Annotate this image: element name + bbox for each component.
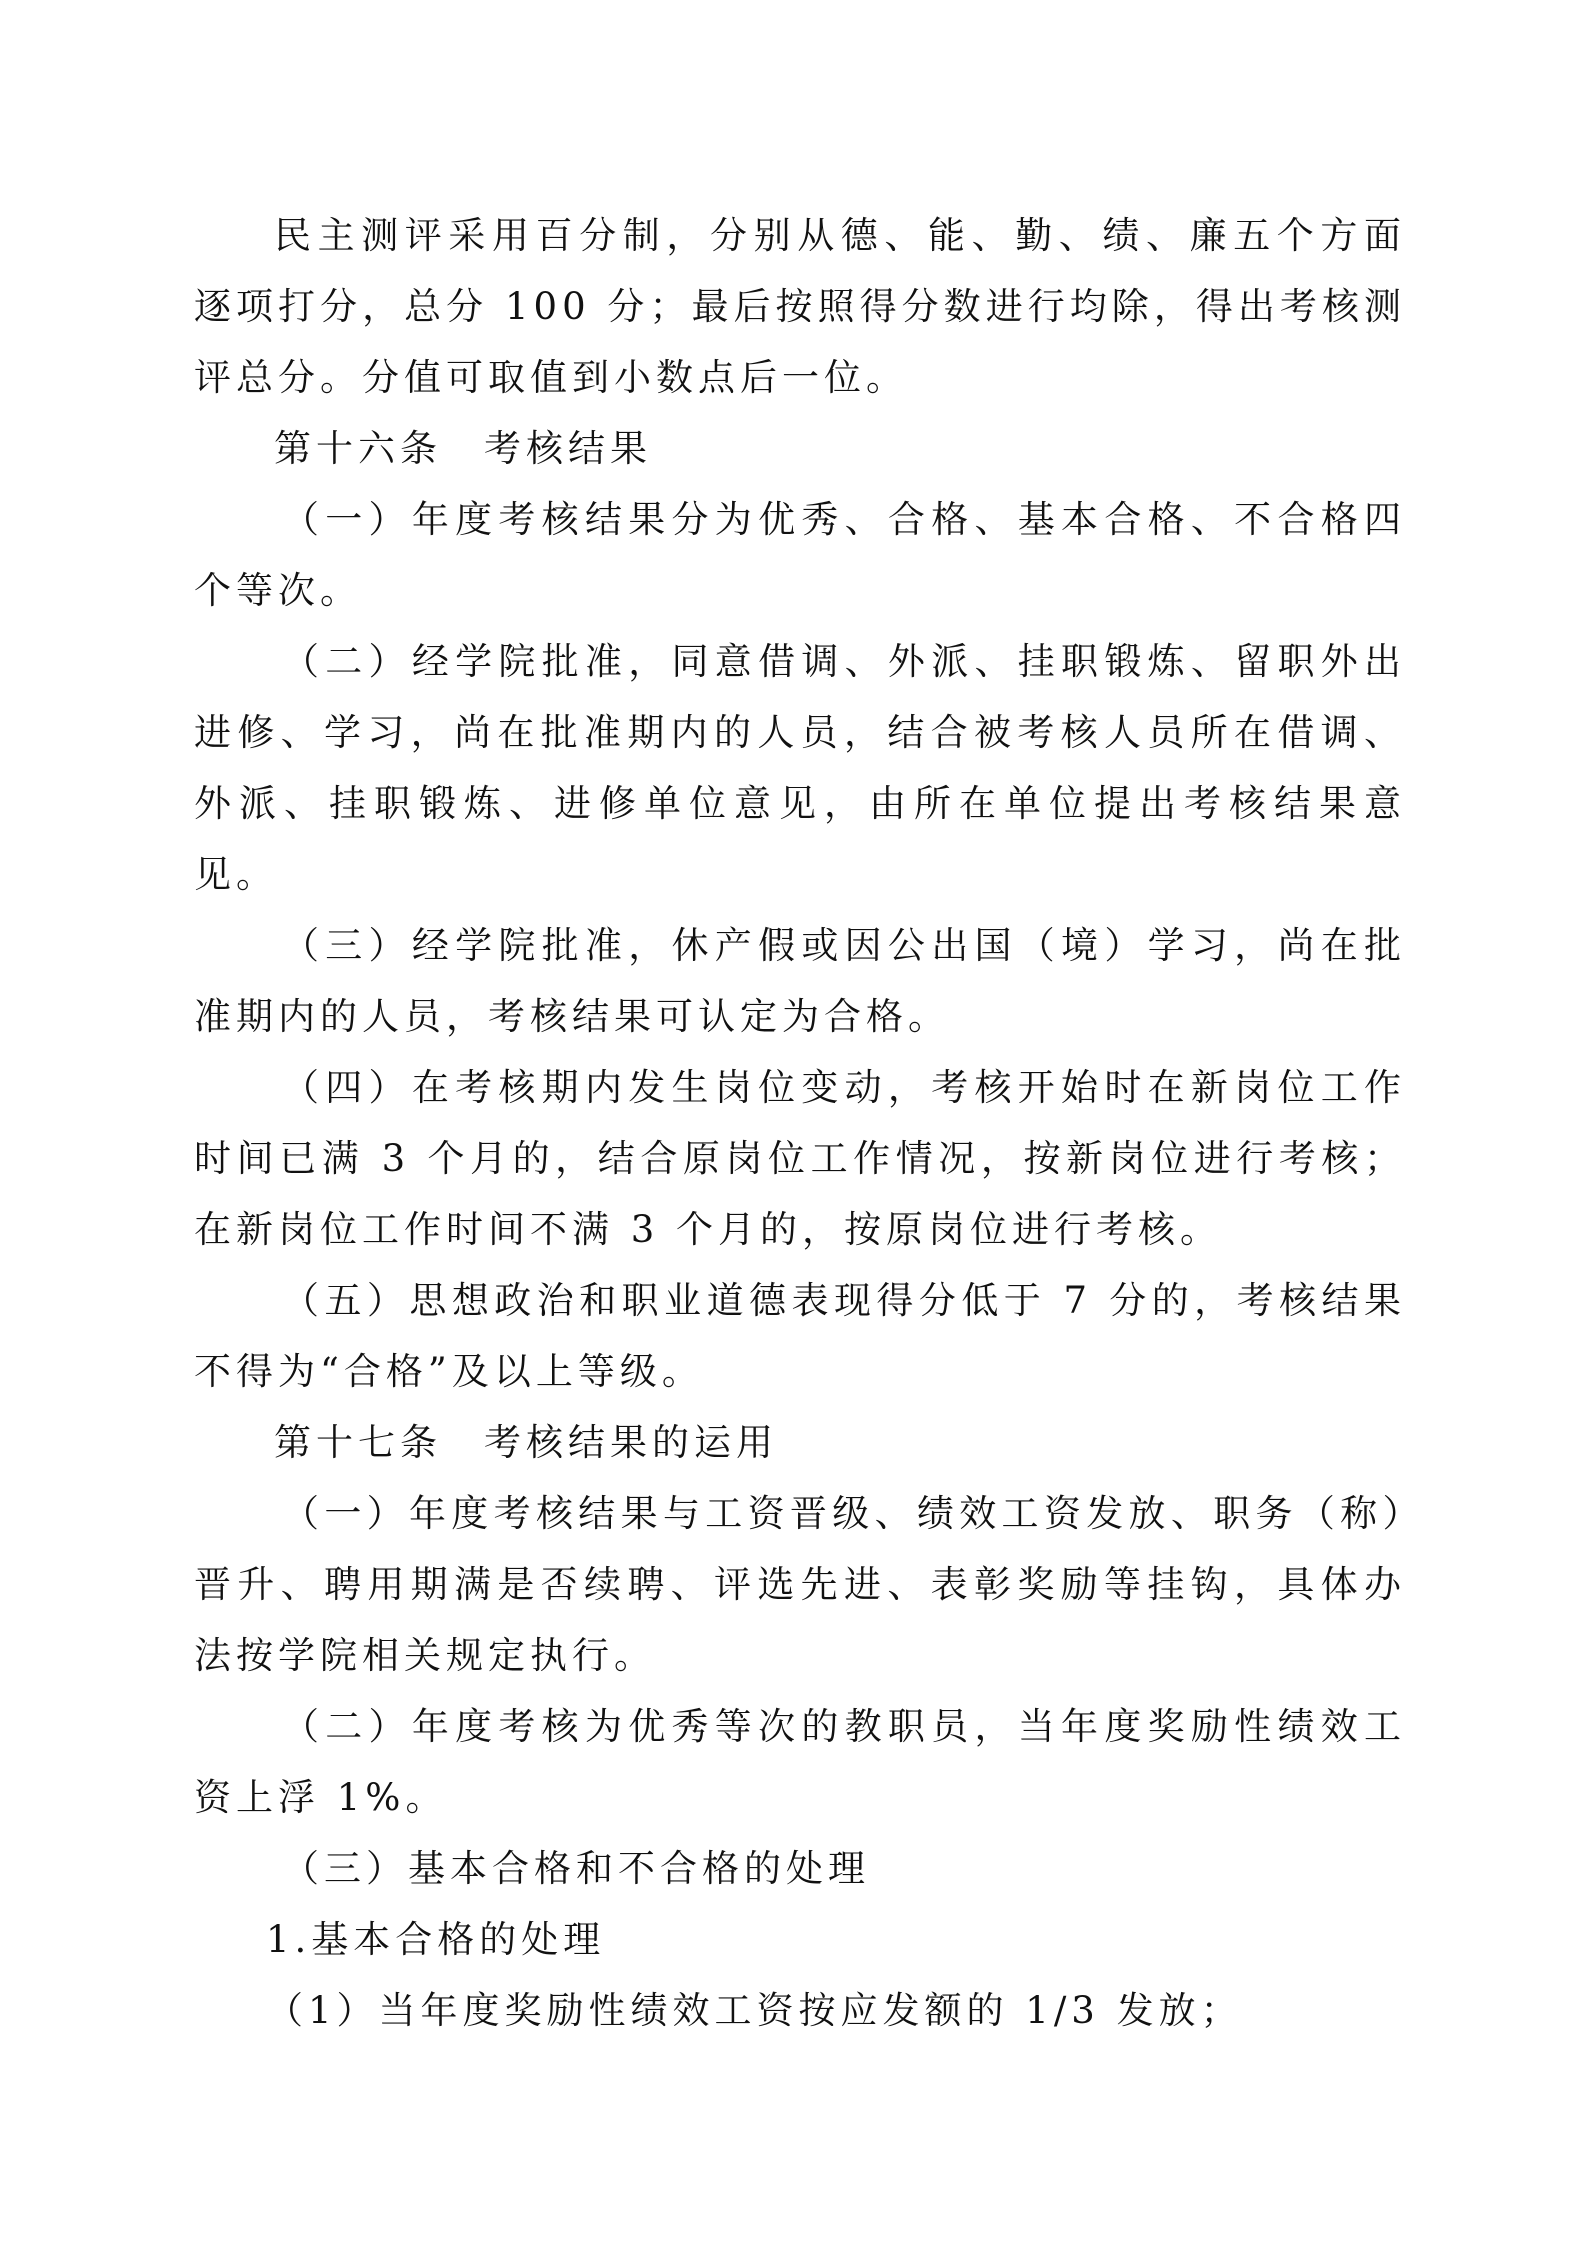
article-17-heading: 第十七条 考核结果的运用: [274, 1421, 778, 1464]
paragraph-democratic-evaluation: 民主测评采用百分制，分别从德、能、勤、绩、廉五个方面逐项打分，总分 100 分；最后按照得分数进行均除，得出考核测评总分。分值可取值到小数点后一位。: [194, 214, 1406, 399]
article-16-heading: 第十六条 考核结果: [274, 427, 652, 470]
paragraph-16-3: （三）经学院批准，休产假或因公出国（境）学习，尚在批准期内的人员，考核结果可认定为合格。: [194, 924, 1406, 1038]
paragraph-16-1: （一）年度考核结果分为优秀、合格、基本合格、不合格四个等次。: [194, 498, 1406, 612]
paragraph-17-1: （一）年度考核结果与工资晋级、绩效工资发放、职务（称）晋升、聘用期满是否续聘、评选先进、表彰奖励等挂钩，具体办法按学院相关规定执行。: [194, 1492, 1406, 1677]
subheading-basic-qualified: 1.基本合格的处理: [266, 1918, 606, 1961]
paragraph-16-4: （四）在考核期内发生岗位变动，考核开始时在新岗位工作时间已满 3 个月的，结合原岗位工作情况，按新岗位进行考核；在新岗位工作时间不满 3 个月的，按原岗位进行考核。: [194, 1066, 1406, 1251]
paragraph-16-2: （二）经学院批准，同意借调、外派、挂职锻炼、留职外出进修、学习，尚在批准期内的人员，结合被考核人员所在借调、外派、挂职锻炼、进修单位意见，由所在单位提出考核结果意见。: [194, 640, 1406, 896]
paragraph-17-3: （三）基本合格和不合格的处理: [282, 1847, 870, 1890]
paragraph-17-2: （二）年度考核为优秀等次的教职员，当年度奖励性绩效工资上浮 1%。: [194, 1705, 1406, 1819]
document-body: [194, 200, 1406, 2046]
item-1-salary-rule: （1）当年度奖励性绩效工资按应发额的 1/3 发放；: [266, 1989, 1243, 2032]
paragraph-16-5: （五）思想政治和职业道德表现得分低于 7 分的，考核结果不得为“合格”及以上等级。: [194, 1279, 1406, 1393]
